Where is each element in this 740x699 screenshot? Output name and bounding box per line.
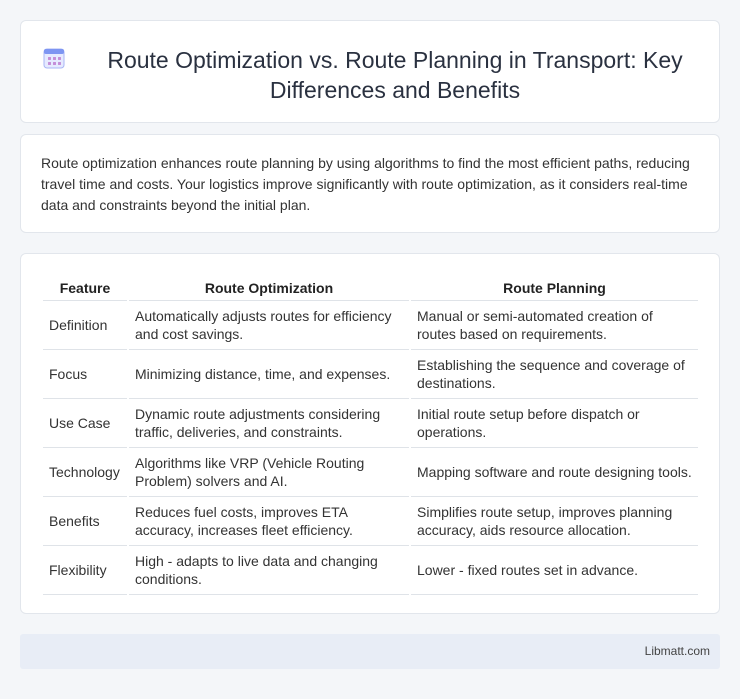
row-optimization: Minimizing distance, time, and expenses. <box>128 349 410 398</box>
footer-bar <box>20 634 720 669</box>
summary-text: Route optimization enhances route planning by using algorithms to find the most efficient paths, reducing travel time and costs. Your logistics improve significantly with route optimization, as it considers real-time data and constraints beyond the initial plan. <box>41 155 690 213</box>
row-optimization: Automatically adjusts routes for efficiency and cost savings. <box>128 300 410 349</box>
row-feature: Benefits <box>43 496 128 545</box>
row-feature: Focus <box>43 349 128 398</box>
page-title: Route Optimization vs. Route Planning in Transport: Key Differences and Benefits <box>107 47 683 103</box>
table-row <box>43 398 698 447</box>
row-feature: Technology <box>43 447 128 496</box>
table-row <box>43 447 698 496</box>
row-planning: Manual or semi-automated creation of routes based on requirements. <box>410 300 698 349</box>
comparison-table-card <box>20 253 720 614</box>
table-row <box>43 349 698 398</box>
row-optimization: Dynamic route adjustments considering traffic, deliveries, and constraints. <box>128 398 410 447</box>
row-planning: Mapping software and route designing tools. <box>410 447 698 496</box>
table-header-row <box>43 276 698 300</box>
header-feature: Feature <box>43 276 128 300</box>
header-route-planning: Route Planning <box>410 276 698 300</box>
row-optimization: Reduces fuel costs, improves ETA accuracy, increases fleet efficiency. <box>128 496 410 545</box>
title-card <box>20 20 720 123</box>
row-feature: Definition <box>43 300 128 349</box>
row-feature: Use Case <box>43 398 128 447</box>
row-planning: Simplifies route setup, improves planning accuracy, aids resource allocation. <box>410 496 698 545</box>
row-optimization: Algorithms like VRP (Vehicle Routing Problem) solvers and AI. <box>128 447 410 496</box>
page-title-wrap <box>51 45 699 105</box>
footer-site-link[interactable]: Libmatt.com <box>644 644 710 658</box>
comparison-table <box>43 276 698 595</box>
row-planning: Establishing the sequence and coverage of destinations. <box>410 349 698 398</box>
row-planning: Initial route setup before dispatch or operations. <box>410 398 698 447</box>
table-row <box>43 545 698 594</box>
summary-card <box>20 134 720 233</box>
row-planning: Lower - fixed routes set in advance. <box>410 545 698 594</box>
table-row <box>43 300 698 349</box>
header-route-optimization: Route Optimization <box>128 276 410 300</box>
row-feature: Flexibility <box>43 545 128 594</box>
row-optimization: High - adapts to live data and changing conditions. <box>128 545 410 594</box>
table-row <box>43 496 698 545</box>
